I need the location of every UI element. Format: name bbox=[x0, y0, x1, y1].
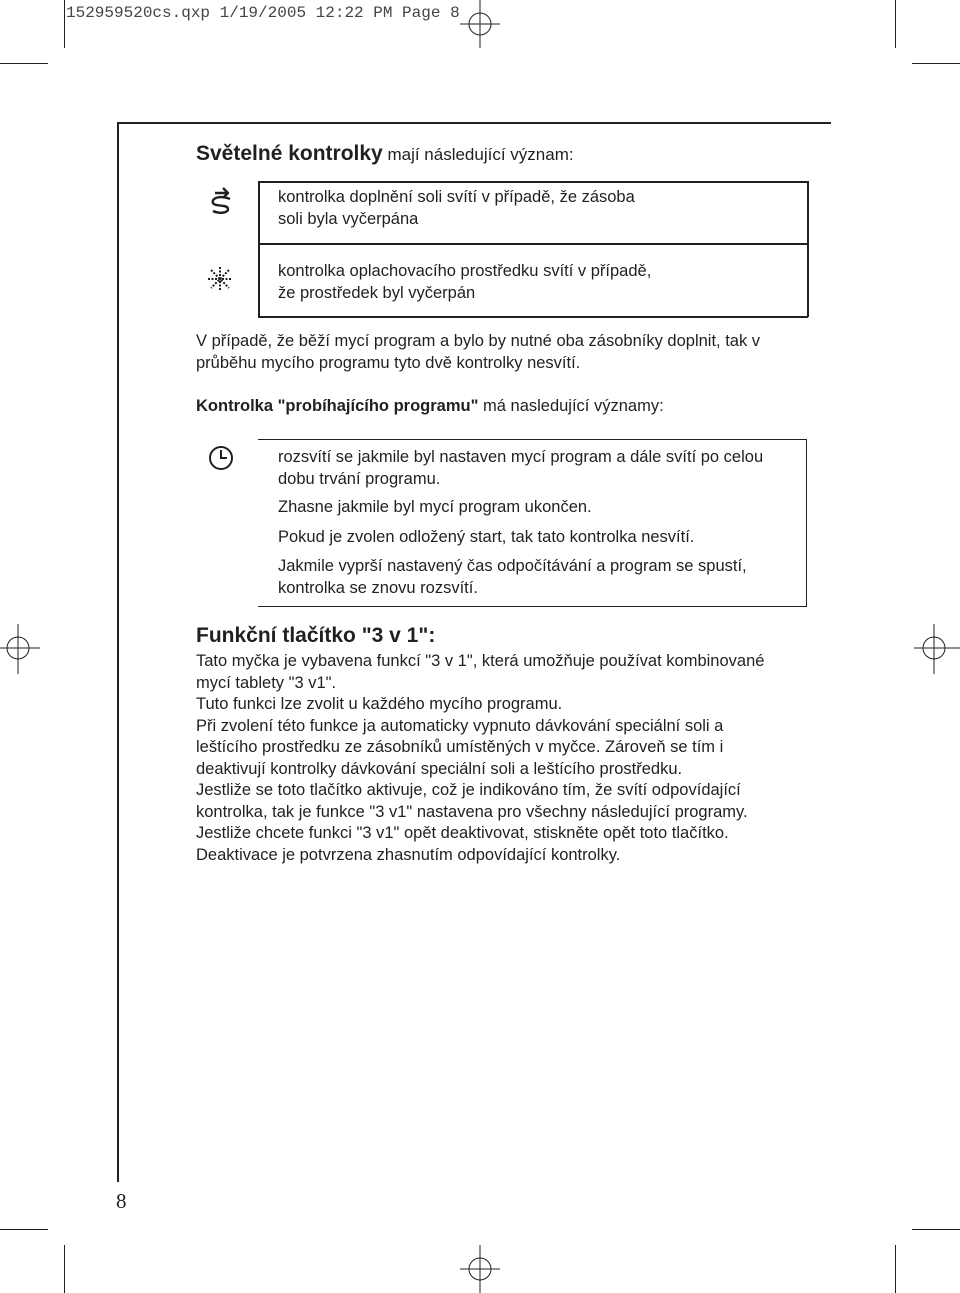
rinse-aid-icon bbox=[206, 266, 234, 297]
function-heading: Funkční tlačítko "3 v 1": bbox=[196, 624, 436, 647]
registration-mark-bottom bbox=[458, 1245, 502, 1293]
salt-light-text: kontrolka doplnění soli svítí v případě, že zásoba soli byla vyčerpána bbox=[278, 188, 635, 228]
function-paragraph: Tato myčka je vybavena funkcí "3 v 1", která umožňuje používat kombinované mycí tablety "3 v1". Tuto funkci lze zvolit u každého mycího programu. Při zvolení této funkce ja automaticky vypnuto dávkování speciální soli a leštícího prostředku ze zásobníků umístěných v myčce. Zároveň se tím i deaktivují kontrolky dávkování speciální soli a leštícího prostředku. Jestliže se toto tlačítko aktivuje, což je indikováno tím, že svítí odpovídající kontrolka, tak je funkce "3 v1" nastavena pro všechny následující programy. Jestliže chcete funkci "3 v1" opět deaktivovat, stiskněte opět toto tlačítko. Deaktivace je potvrzena zhasnutím odpovídající kontrolky. bbox=[196, 652, 765, 864]
running-light-text: rozsvítí se jakmile byl nastaven mycí program a dále svítí po celou dobu trvání programu. Zhasne jakmile byl mycí program ukončen. Pokud je zvolen odložený start, tak tato kontrolka nesvítí. Jakmile vyprší nastavený čas odpočítávání a program se spustí, kontrolka se znovu rozsvítí. bbox=[278, 448, 764, 597]
note-paragraph: V případě, že běží mycí program a bylo by nutné oba zásobníky doplnit, tak v průběhu mycího programu tyto dvě kontrolky nesvítí. bbox=[196, 332, 761, 372]
page-number: 8 bbox=[116, 1189, 127, 1213]
salt-refill-icon bbox=[206, 184, 238, 223]
registration-mark-left bbox=[0, 624, 44, 674]
clock-icon bbox=[207, 444, 235, 477]
registration-mark-right bbox=[912, 624, 960, 674]
registration-mark-top bbox=[458, 0, 502, 50]
rinse-light-text: kontrolka oplachovacího prostředku svítí v případě, že prostředek byl vyčerpán bbox=[278, 262, 652, 302]
running-light-heading: Kontrolka "probíhajícího programu" má nasledující významy: bbox=[196, 397, 664, 415]
section-title-bold: Světelné kontrolky bbox=[196, 142, 383, 165]
print-slug: 152959520cs.qxp 1/19/2005 12:22 PM Page 8 bbox=[66, 4, 460, 22]
section-title bbox=[196, 142, 574, 166]
section-title-rest: mají následující význam: bbox=[382, 145, 574, 164]
